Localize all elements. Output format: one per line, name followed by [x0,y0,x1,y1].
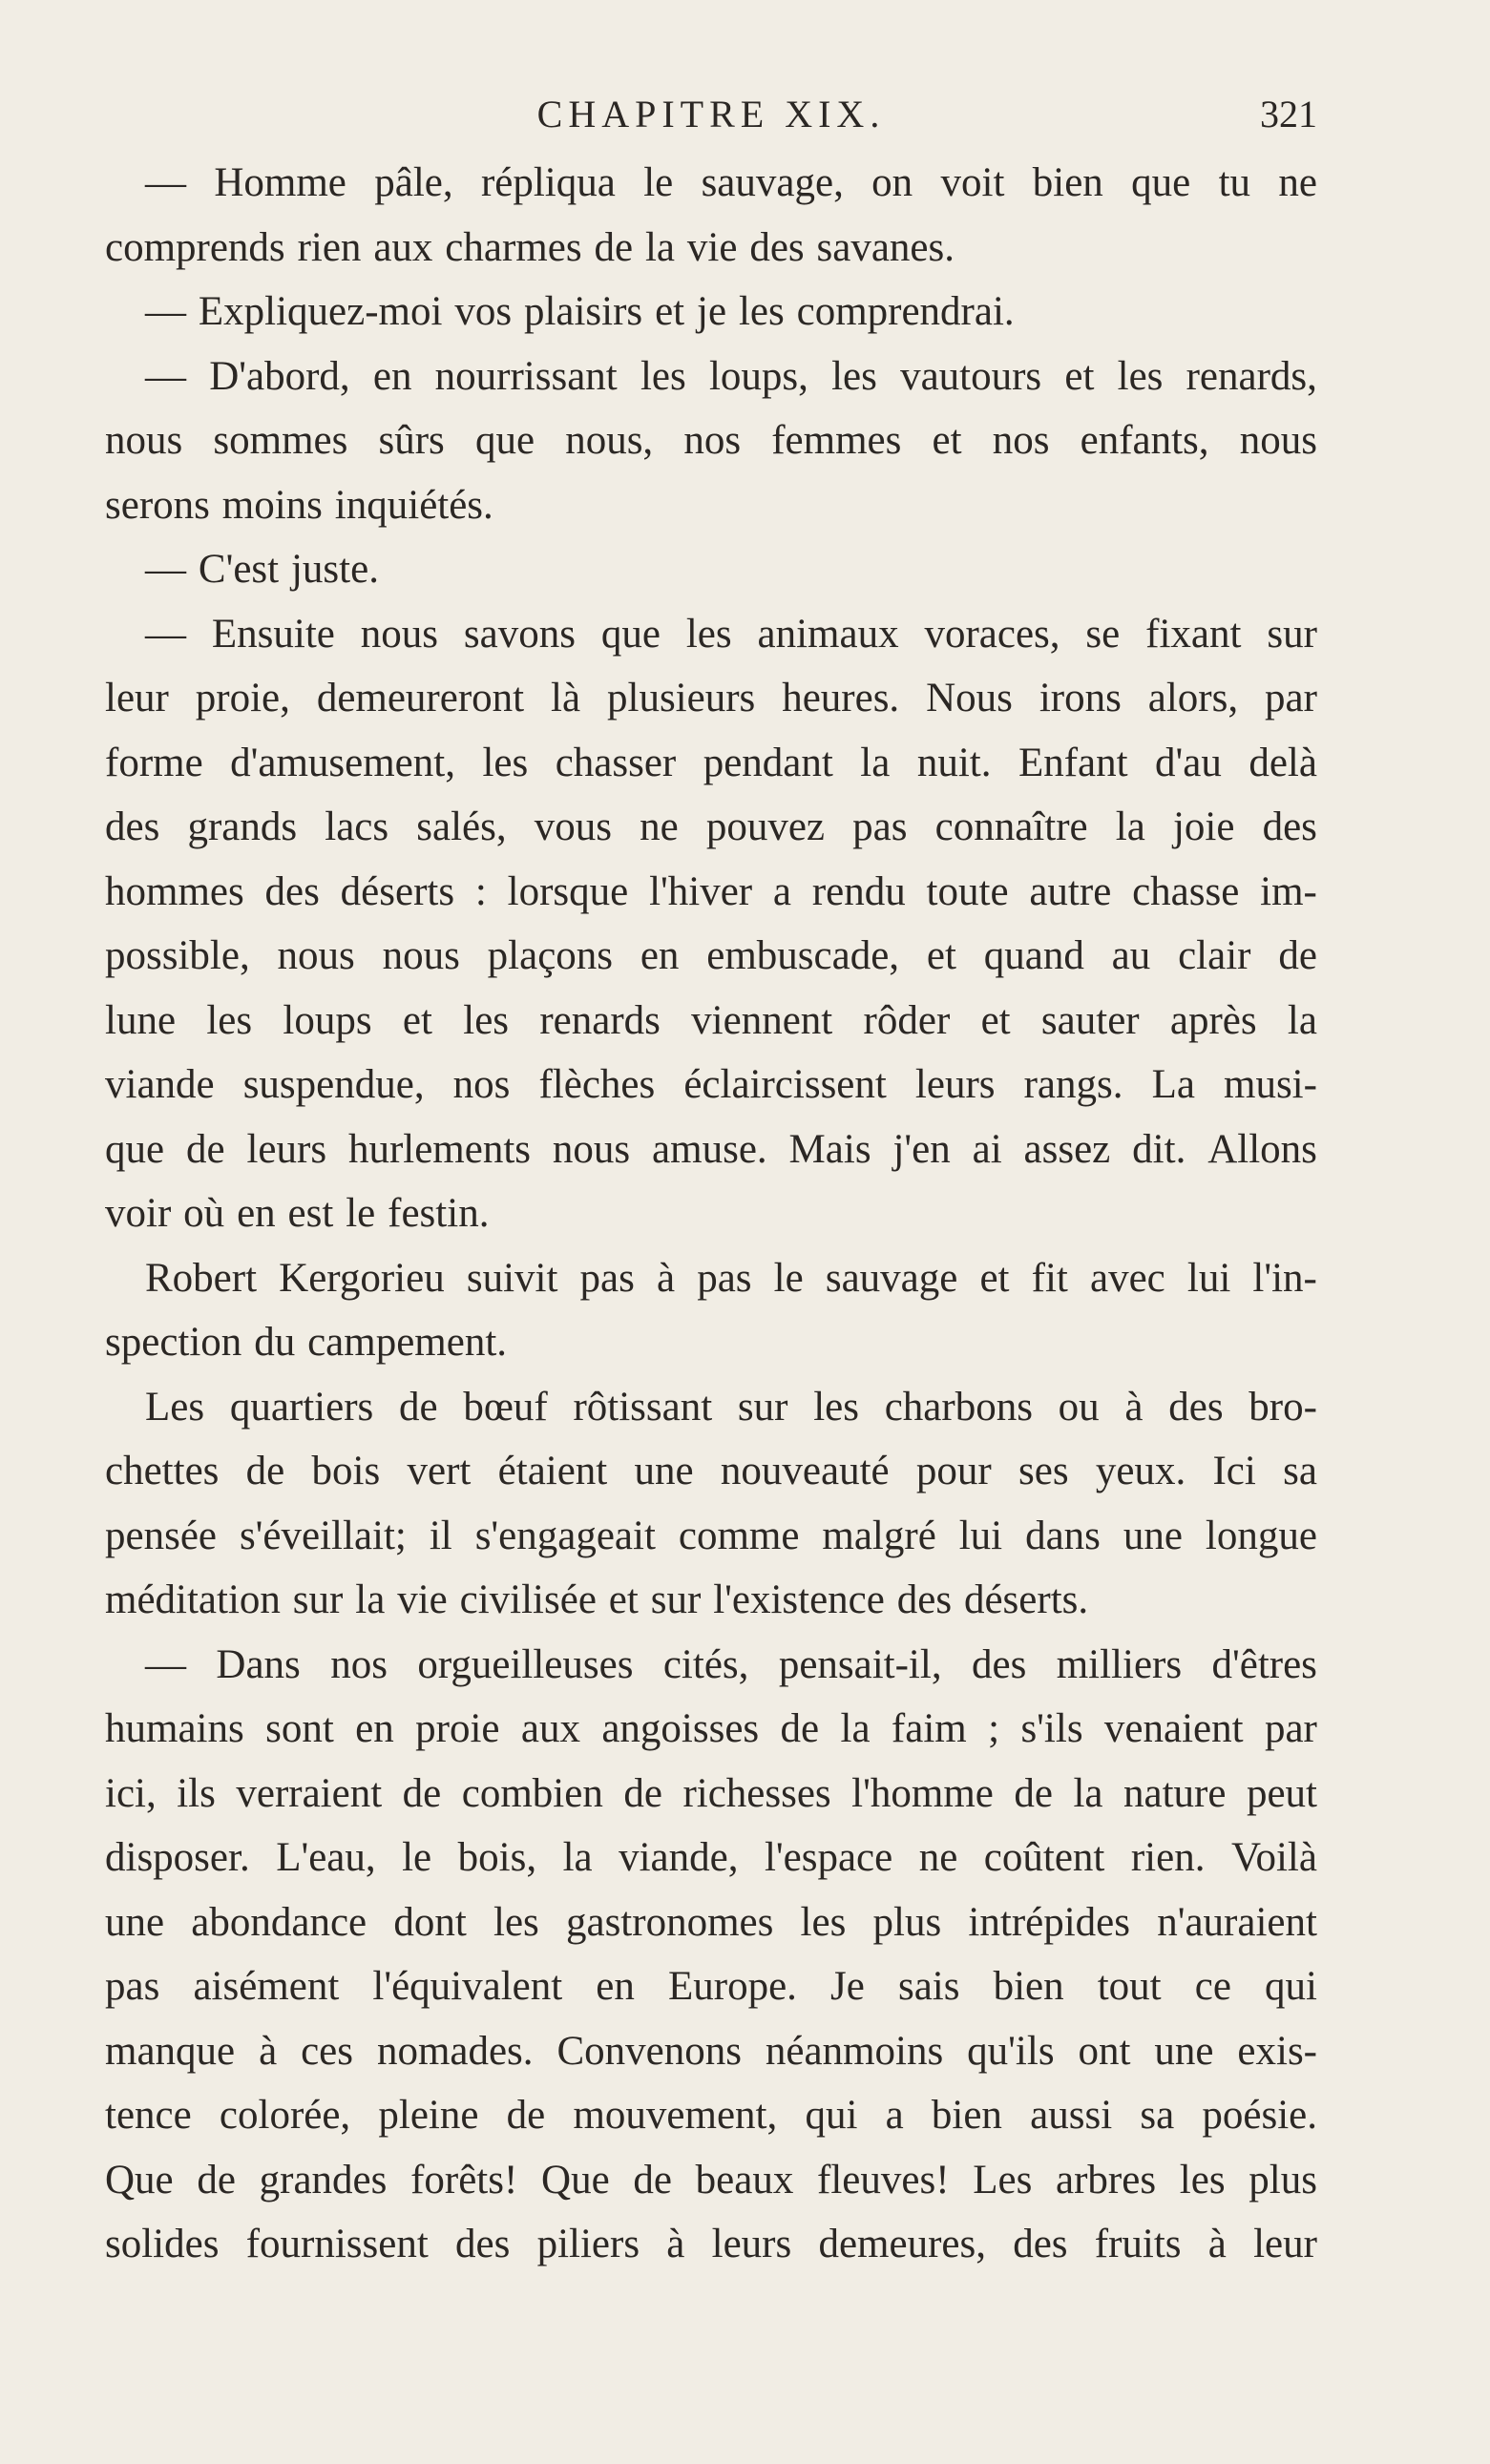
text-line: Que de grandes forêts! Que de beaux fleuves! Les arbres les plus [105,2157,1317,2203]
text-line: des grands lacs salés, vous ne pouvez pas connaître la joie des [105,804,1317,849]
running-title: CHAPITRE XIX. [536,93,886,136]
text-line: lune les loups et les renards viennent rôder et sauter après la [105,997,1317,1043]
text-line: leur proie, demeureront là plusieurs heures. Nous irons alors, par [105,676,1317,720]
text-line: humains sont en proie aux angoisses de la faim ; s'ils venaient par [105,1706,1317,1751]
text-line: forme d'amusement, les chasser pendant la nuit. Enfant d'au delà [105,740,1317,785]
text-line: serons moins inquiétés. [105,482,493,528]
text-line: — Dans nos orgueilleuses cités, pensait-il, des milliers d'êtres [145,1641,1317,1687]
text-line: spection du campement. [105,1320,508,1365]
text-line: — D'abord, en nourrissant les loups, les vautours et les renards, [145,353,1317,399]
text-line: possible, nous nous plaçons en embuscade, et quand au clair de [105,933,1317,978]
text-line: — C'est juste. [145,547,379,592]
text-line: tence colorée, pleine de mouvement, qui a bien aussi sa poésie. [105,2093,1317,2138]
body-text [105,151,1317,2277]
text-line: nous sommes sûrs que nous, nos femmes et nos enfants, nous [105,418,1317,463]
text-line: ici, ils verraient de combien de richesses l'homme de la nature peut [105,1770,1317,1816]
text-line: — Expliquez-moi vos plaisirs et je les comprendrai. [145,289,1015,334]
text-line: que de leurs hurlements nous amuse. Mais j'en ai assez dit. Allons [105,1126,1317,1172]
text-line: — Homme pâle, répliqua le sauvage, on voit bien que tu ne [145,160,1317,205]
page-header [105,92,1317,149]
text-line: méditation sur la vie civilisée et sur l'existence des déserts. [105,1577,1089,1622]
text-line: disposer. L'eau, le bois, la viande, l'espace ne coûtent rien. Voilà [105,1835,1317,1880]
text-line: viande suspendue, nos flèches éclaircissent leurs rangs. La musi- [105,1062,1317,1107]
text-line: Robert Kergorieu suivit pas à pas le sauvage et fit avec lui l'in- [145,1255,1317,1301]
text-line: voir où en est le festin. [105,1191,490,1236]
text-line: une abondance dont les gastronomes les plus intrépides n'auraient [105,1899,1317,1945]
page-number: 321 [1260,93,1317,136]
text-line: pensée s'éveillait; il s'engageait comme malgré lui dans une longue [105,1513,1317,1558]
text-line: solides fournissent des piliers à leurs demeures, des fruits à leur [105,2222,1317,2266]
text-line: comprends rien aux charmes de la vie des savanes. [105,224,955,270]
text-line: hommes des déserts : lorsque l'hiver a rendu toute autre chasse im- [105,868,1317,914]
text-line: manque à ces nomades. Convenons néanmoins qu'ils ont une exis- [105,2028,1317,2074]
text-line: chettes de bois vert étaient une nouveauté pour ses yeux. Ici sa [105,1449,1317,1493]
text-line: Les quartiers de bœuf rôtissant sur les charbons ou à des bro- [145,1384,1317,1430]
text-line: — Ensuite nous savons que les animaux voraces, se fixant sur [145,611,1317,657]
text-line: pas aisément l'équivalent en Europe. Je sais bien tout ce qui [105,1964,1317,2009]
